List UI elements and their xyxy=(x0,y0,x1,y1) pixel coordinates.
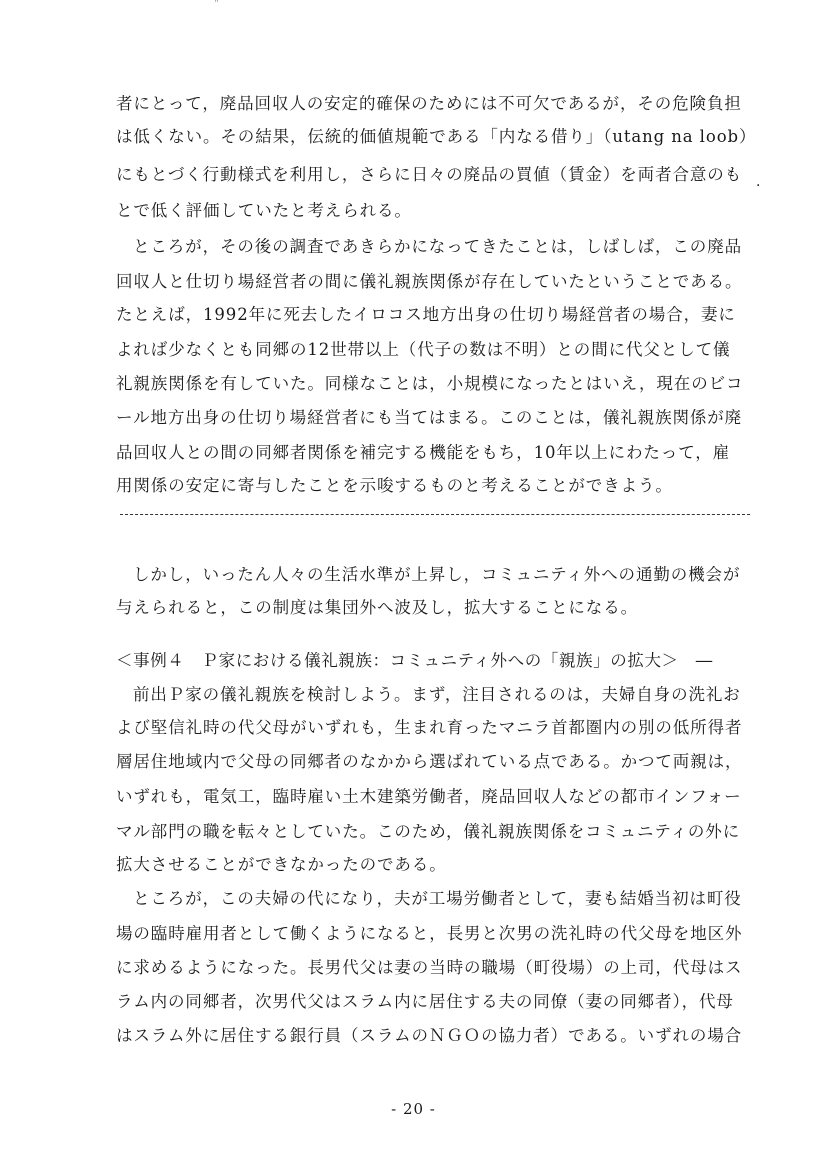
text-line: は低くない。その結果，伝統的価値規範である「内なる借り」（utang na loob） xyxy=(116,127,757,146)
text-line: ール地方出身の仕切り場経営者にも当てはまる。このことは，儀礼親族関係が廃 xyxy=(116,408,743,427)
text-line: 前出Ｐ家の儀礼親族を検討しよう。まず，注目されるのは，夫婦自身の洗礼お xyxy=(133,685,741,704)
text-line: はスラム外に居住する銀行員（スラムのＮＧＯの協力者）である。いずれの場合 xyxy=(116,1026,743,1045)
text-line: 層居住地域内で父母の同郷者のなかから選ばれている点である。かつて両親は， xyxy=(116,752,743,771)
text-line: とで低く評価していたと考えられる。 xyxy=(116,201,412,220)
text-line: ラム内の同郷者，次男代父はスラム内に居住する夫の同僚（妻の同郷者），代母 xyxy=(116,992,734,1011)
text-line: 礼親族関係を有していた。同様なことは，小規模になったとはいえ，現在のビコ xyxy=(116,374,744,393)
text-line: 品回収人との間の同郷者関係を補完する機能をもち，10年以上にわたって，雇 xyxy=(116,443,731,462)
text-line: たとえば，1992年に死去したイロコス地方出身の仕切り場経営者の場合，妻に xyxy=(116,305,736,324)
text-line: 回収人と仕切り場経営者の間に儀礼親族関係が存在していたということである。 xyxy=(116,272,743,291)
text-line: 与えられると，この制度は集団外へ波及し，拡大することになる。 xyxy=(116,598,638,617)
text-line: 者にとって，廃品回収人の安定的確保のためには不可欠であるが，その危険負担 xyxy=(116,94,742,113)
text-line: しかし，いったん人々の生活水準が上昇し，コミュニティ外への通勤の機会が xyxy=(133,565,741,584)
text-line: 拡大させることができなかったのである。 xyxy=(116,855,447,874)
text-line: よび堅信礼時の代父母がいずれも，生まれ育ったマニラ首都圏内の別の低所得者 xyxy=(116,718,743,737)
page-number: - 20 - xyxy=(391,1100,436,1118)
text-line: 場の臨時雇用者として働くようになると，長男と次男の洗礼時の代父母を地区外 xyxy=(116,924,743,943)
text-line: ところが，その後の調査であきらかになってきたことは，しばしば，この廃品 xyxy=(133,237,742,256)
text-line: 用関係の安定に寄与したことを示唆するものと考えることができよう。 xyxy=(116,476,673,495)
text-line: にもとづく行動様式を利用し，さらに日々の廃品の買値（賃金）を両者合意のも xyxy=(116,165,743,184)
text-line: に求めるようになった。長男代父は妻の当時の職場（町役場）の上司，代母はス xyxy=(116,958,743,977)
scan-mark: ¨ xyxy=(214,0,219,11)
margin-mark: · xyxy=(756,178,761,194)
section-divider xyxy=(120,514,750,519)
text-line: よれば少なくとも同郷の12世帯以上（代子の数は不明）との間に代父として儀 xyxy=(116,340,731,359)
text-line: いずれも，電気工，臨時雇い土木建築労働者，廃品回収人などの都市インフォー xyxy=(116,787,742,806)
text-line: ところが，この夫婦の代になり，夫が工場労働者として，妻も結婚当初は町役 xyxy=(133,889,742,908)
case-heading: ＜事例４ Ｐ家における儀礼親族：コミュニティ外への「親族」の拡大＞ ― xyxy=(116,651,713,670)
text-line: マル部門の職を転々としていた。このため，儀礼親族関係をコミュニティの外に xyxy=(116,822,741,841)
